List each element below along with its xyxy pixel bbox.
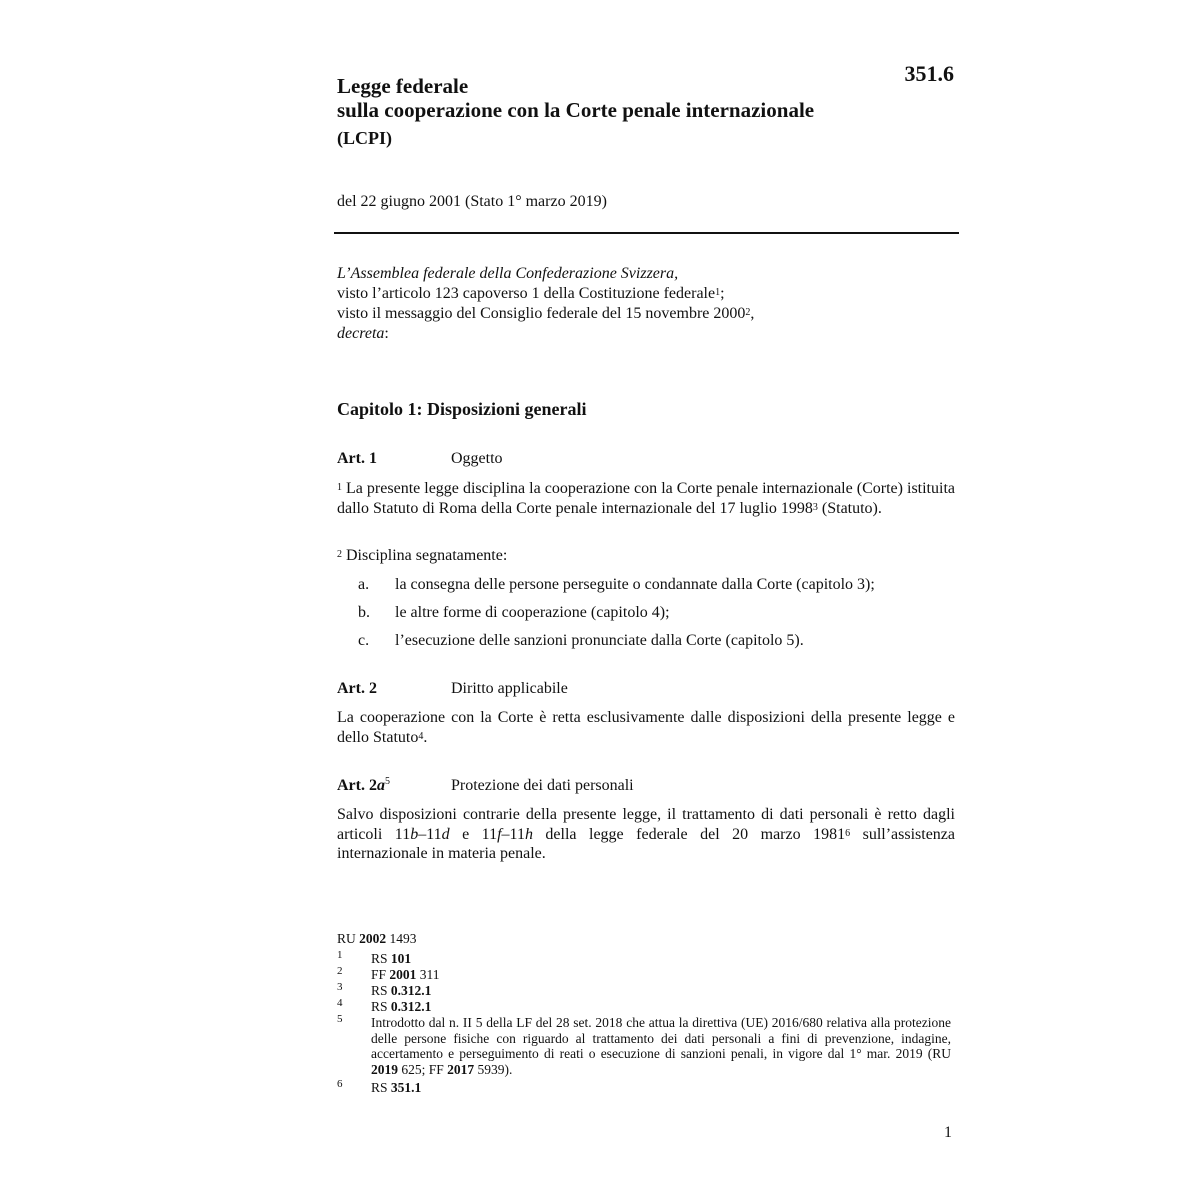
footnote-ref-6[interactable]: 6 (845, 827, 851, 839)
art-1-heading (337, 450, 503, 468)
footnote-2: FF 2001 311 (371, 967, 440, 982)
footnote-5: Introdotto dal n. II 5 della LF del 28 set. 2018 che attua la direttiva (UE) 2016/680 relativa alla protezione delle persone fisiche con riguardo al trattamento dei dati personali a fini di prevenzione, indagine, accertamento e perseguimento di reati o esecuzione di sanzioni penali, in vigore dal 1° mar. 2019 (RU 2019 625; FF 2017 5939). (371, 1015, 951, 1077)
preamble (337, 264, 957, 344)
footnote-ref-1[interactable]: 1 (715, 287, 721, 298)
art-2-paragraph: La cooperazione con la Corte è retta esclusivamente dalle disposizioni della presente legge e dello Statuto$^4$. (337, 709, 955, 746)
sr-number: 351.6 (904, 61, 954, 86)
preamble-assembly: L’Assemblea federale della Confederazione Svizzera, (337, 265, 679, 282)
art-2a-number: Art. $2a^5$ (337, 776, 390, 794)
footnote-number: 3 (337, 981, 343, 993)
preamble-decreta: decreta: (337, 325, 389, 342)
ru-reference: RU 2002 1493 (337, 931, 417, 946)
art-2a-title: Protezione dei dati personali (451, 777, 634, 794)
title-abbreviation: (LCPI) (337, 128, 392, 148)
footnote-4: RS 0.312.1 (371, 999, 432, 1014)
list-item: b. le altre forme di cooperazione (capitolo 4); (358, 604, 670, 621)
footnote-ref-5[interactable]: 5 (384, 776, 390, 787)
footnote-number: 2 (337, 965, 343, 977)
art-1-number: Art. 1 (337, 450, 377, 467)
art-1-title: Oggetto (451, 450, 503, 467)
art-1-paragraph-2: $^2$ Disciplina segnatamente: (337, 547, 508, 564)
footnote-1: RS 101 (371, 951, 412, 966)
art-1-paragraph-1: $^1$ La presente legge disciplina la cooperazione con la Corte penale internazionale (Corte) istituita dallo Statuto di Roma della Corte penale internazionale del 17 luglio 1998$^3$ (Statuto). (337, 480, 955, 517)
footnote-ref-3[interactable]: 3 (812, 501, 818, 513)
preamble-line-1: visto l’articolo 123 capoverso 1 della Costituzione federale$^1$; (337, 285, 725, 302)
art-2-number: Art. 2 (337, 680, 377, 697)
footnote-number: 6 (337, 1078, 343, 1090)
preamble-line-2: visto il messaggio del Consiglio federale del 15 novembre 2000$^2$, (337, 305, 755, 322)
title-line-2: sulla cooperazione con la Corte penale internazionale (337, 98, 815, 122)
footnote-ref-2[interactable]: 2 (745, 307, 751, 318)
header-divider (334, 232, 959, 234)
art-2-title: Diritto applicabile (451, 680, 568, 697)
art-2a-paragraph: Salvo disposizioni contrarie della presente legge, il trattamento di dati personali è retto dagli articoli 11b–11d e 11f–11h della legge federale del 20 marzo 1981$^6$ sull’assistenza internazionale in materia penale. (337, 806, 956, 862)
list-item: a. la consegna delle persone perseguite o condannate dalla Corte (capitolo 3); (358, 576, 875, 593)
footnote-number: 1 (337, 949, 343, 961)
page-number: 1 (944, 1124, 952, 1141)
footnote-number: 4 (337, 997, 343, 1009)
title-line-1: Legge federale (337, 74, 469, 98)
chapter-heading: Capitolo 1: Disposizioni generali (337, 399, 587, 419)
document-title (337, 74, 814, 150)
footnote-ref-4[interactable]: 4 (418, 730, 424, 742)
list-item: c. l’esecuzione delle sanzioni pronunciate dalla Corte (capitolo 5). (358, 632, 804, 649)
art-2-heading (337, 680, 568, 698)
footnote-number: 5 (337, 1013, 343, 1025)
date-line: del 22 giugno 2001 (Stato 1° marzo 2019) (337, 193, 607, 210)
footnote-6: RS 351.1 (371, 1080, 422, 1095)
art-2a-heading (337, 777, 634, 795)
footnote-3: RS 0.312.1 (371, 983, 432, 998)
